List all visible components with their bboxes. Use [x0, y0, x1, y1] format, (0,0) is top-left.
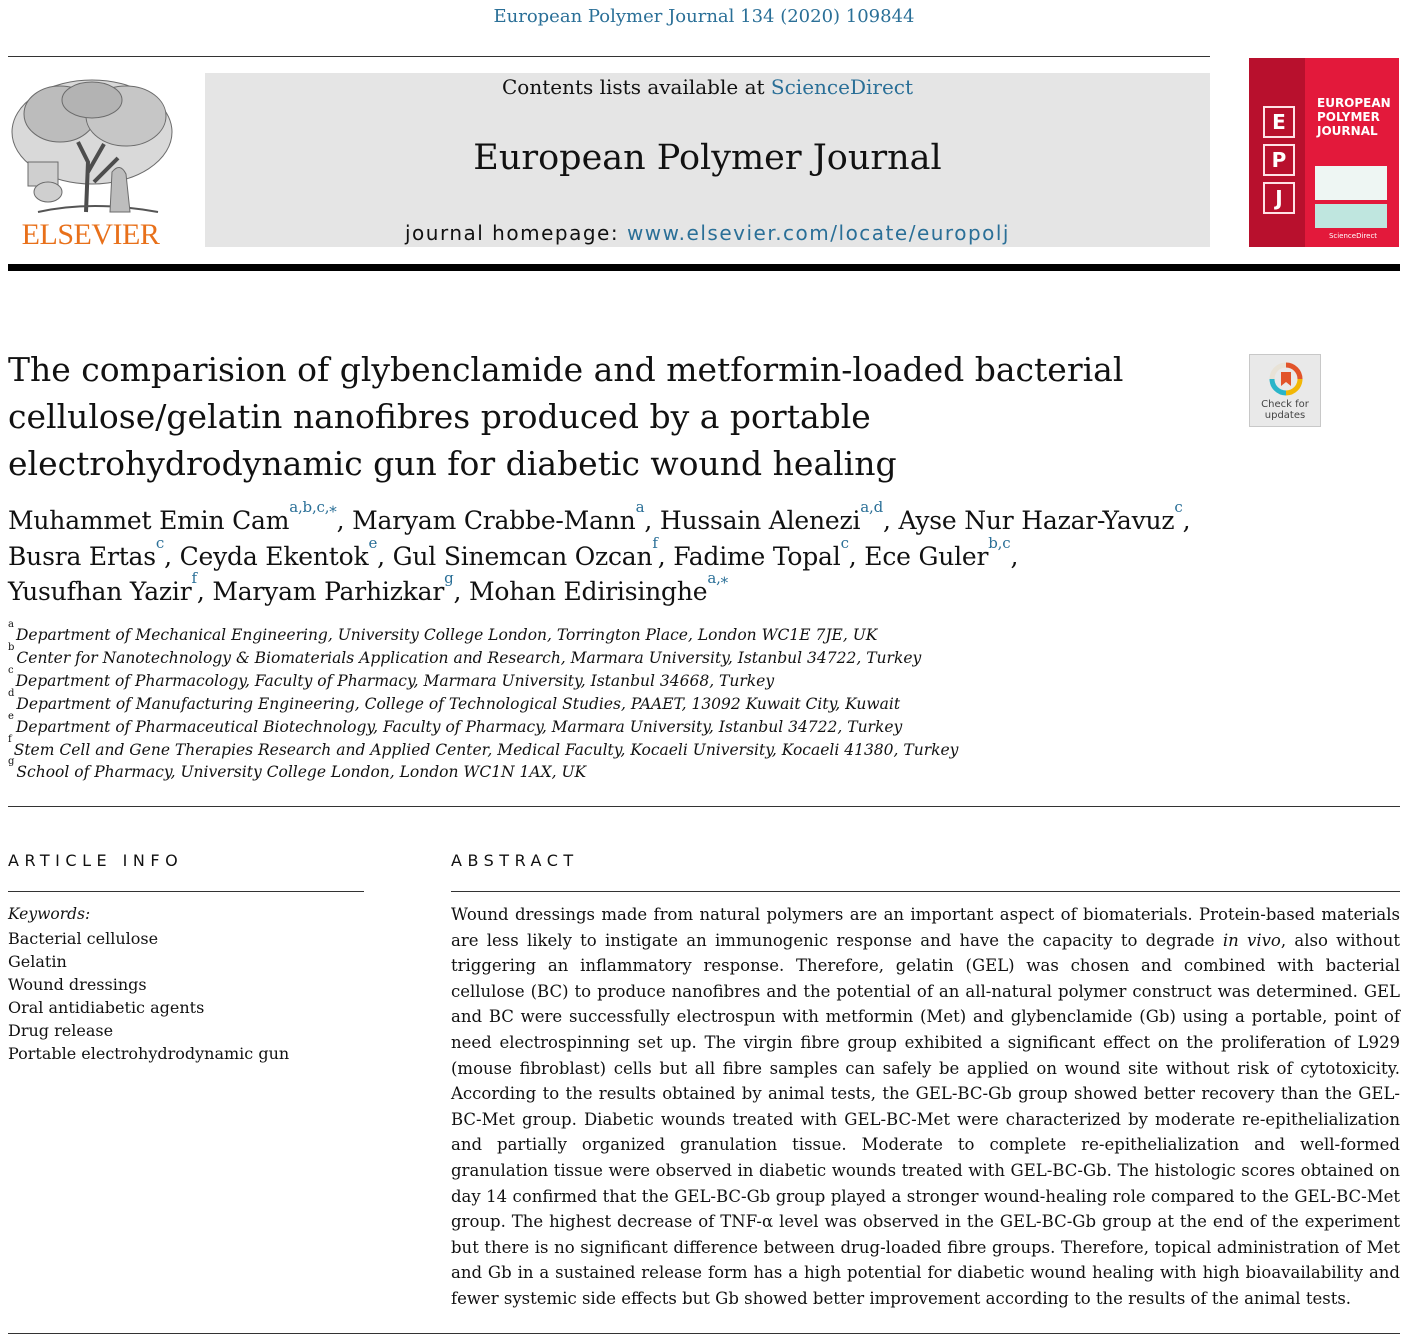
- author[interactable]: [469, 569, 728, 606]
- check-for-updates-badge[interactable]: [1249, 354, 1321, 427]
- cover-title-line: JOURNAL: [1317, 124, 1378, 138]
- author-separator: ,: [164, 541, 180, 571]
- affiliation-text: Department of Pharmacology, Faculty of Pharmacy, Marmara University, Istanbul 34668, Turkey: [15, 671, 775, 690]
- author[interactable]: [392, 533, 658, 571]
- keyword-item: Bacterial cellulose: [8, 929, 159, 948]
- author-name: Muhammet Emin Cam: [8, 506, 290, 535]
- affiliation-text: Department of Manufacturing Engineering, College of Technological Studies, PAAET, 13092 Kuwait City, Kuwait: [16, 694, 901, 713]
- cover-footer: ScienceDirect: [1328, 232, 1378, 240]
- affiliation-label: b: [8, 641, 15, 653]
- author-separator: ,: [848, 541, 865, 571]
- author-affiliation-marker[interactable]: c: [155, 533, 165, 552]
- affiliation-item: [8, 619, 1208, 647]
- author-name: Hussain Alenezi: [659, 506, 861, 535]
- author-separator: ,: [1010, 541, 1019, 571]
- cover-title-line: EUROPEAN: [1317, 96, 1391, 110]
- affiliation-text: Department of Pharmaceutical Biotechnology, Faculty of Pharmacy, Marmara University, Istanbul 34722, Turkey: [15, 717, 903, 736]
- author[interactable]: [8, 498, 337, 535]
- keyword-item: Portable electrohydrodynamic gun: [8, 1044, 290, 1063]
- header-bottom-rule: [8, 264, 1400, 271]
- affiliation-text: Stem Cell and Gene Therapies Research and Applied Center, Medical Faculty, Kocaeli University, Kocaeli 41380, Turkey: [13, 740, 959, 759]
- abstract-heading: ABSTRACT: [451, 851, 579, 870]
- homepage-prefix: journal homepage:: [405, 221, 627, 245]
- author-name: Maryam Crabbe-Mann: [352, 506, 636, 535]
- homepage-link[interactable]: www.elsevier.com/locate/europolj: [626, 221, 1010, 245]
- page-bottom-rule: [8, 1333, 1400, 1334]
- affiliation-item: [8, 756, 1208, 784]
- author[interactable]: [898, 498, 1183, 535]
- cover-figure-image: [1315, 166, 1387, 200]
- check-updates-icon: [1268, 361, 1304, 397]
- journal-cover[interactable]: [1249, 58, 1399, 247]
- article-info-rule: [8, 891, 364, 892]
- sciencedirect-link[interactable]: ScienceDirect: [770, 75, 914, 99]
- author-separator: ,: [377, 541, 393, 571]
- author-name: Maryam Parhizkar: [212, 577, 445, 606]
- author-name: Mohan Edirisinghe: [469, 577, 708, 606]
- header-top-rule: [8, 56, 1210, 57]
- cover-title-line: POLYMER: [1317, 110, 1380, 124]
- affiliation-list: [8, 619, 1208, 784]
- author-affiliation-marker[interactable]: c: [840, 533, 849, 552]
- affiliation-label: a: [8, 619, 14, 630]
- contents-line: [205, 75, 1210, 99]
- check-updates-label: [1250, 399, 1320, 421]
- affiliation-item: [8, 733, 1208, 762]
- affiliation-text: School of Pharmacy, University College London, London WC1N 1AX, UK: [16, 763, 587, 782]
- article-title: The comparision of glybenclamide and metformin-loaded bacterial cellulose/gelatin nanofibres produced by a portable electrohydrodynamic gun for diabetic wound healing: [8, 350, 1124, 483]
- affiliation-label: d: [8, 687, 15, 699]
- author-affiliation-marker[interactable]: f: [652, 533, 658, 552]
- author-affiliation-marker[interactable]: a: [635, 498, 645, 516]
- cover-letter-j: J: [1263, 182, 1295, 214]
- author[interactable]: [8, 533, 165, 571]
- affiliation-label: c: [8, 664, 14, 676]
- cover-figure-image: [1315, 204, 1387, 228]
- affiliation-item: [8, 664, 1208, 693]
- author-name: Gul Sinemcan Ozcan: [392, 541, 653, 571]
- affiliation-item: [8, 710, 1208, 739]
- author[interactable]: [179, 533, 378, 571]
- journal-citation[interactable]: European Polymer Journal 134 (2020) 109844: [493, 6, 915, 27]
- abstract-text: [451, 902, 1400, 1312]
- abstract-rule: [451, 891, 1400, 892]
- author-affiliation-marker[interactable]: a,d: [860, 498, 883, 516]
- author-separator: ,: [882, 506, 899, 535]
- abstract-italic-term: in vivo: [1222, 930, 1281, 950]
- author[interactable]: [8, 569, 197, 606]
- author-affiliation-marker[interactable]: g: [444, 569, 454, 587]
- author-affiliation-marker[interactable]: a,b,c,⁎: [289, 498, 337, 516]
- journal-masthead: [205, 73, 1210, 247]
- author-name: Yusufhan Yazir: [8, 577, 192, 606]
- author-name: Busra Ertas: [8, 541, 156, 571]
- author[interactable]: [659, 498, 883, 535]
- author-separator: ,: [196, 577, 213, 606]
- publisher-name: ELSEVIER: [21, 218, 160, 251]
- keyword-item: Gelatin: [8, 952, 67, 971]
- cover-letter-e: E: [1263, 106, 1295, 138]
- abstract-text-part: Wound dressings made from natural polymers are an important aspect of biomaterials. Protein-based materials are less likely to instigate an immunogenic response and have the capacity to degrade: [451, 905, 1400, 950]
- contents-prefix: Contents lists available at: [501, 75, 771, 99]
- keyword-item: Oral antidiabetic agents: [8, 998, 205, 1017]
- author[interactable]: [864, 533, 1011, 571]
- affiliation-item: [8, 687, 1208, 716]
- affiliation-text: Department of Mechanical Engineering, University College London, Torrington Place, London WC1E 7JE, UK: [15, 626, 878, 644]
- keyword-item: Wound dressings: [8, 975, 147, 994]
- author[interactable]: [212, 569, 454, 606]
- article-info-heading: ARTICLE INFO: [8, 851, 184, 870]
- author-name: Ayse Nur Hazar-Yavuz: [898, 506, 1175, 535]
- author[interactable]: [673, 533, 849, 571]
- abstract-text-part: , also without triggering an inflammatory response. Therefore, gelatin (GEL) was chosen and combined with bacterial cellulose (BC) to produce nanofibres and the potential of an all-natural polymer construct was determined. GEL and BC were successfully electrospun with metformin (Met) and glybenclamide (Gb) using a portable, point of need electrospinning set up. The virgin fibre group exhibited a significant effect on the proliferation of L929 (mouse fibroblast) cells but all fibre samples can safely be applied on wound site without risk of cytotoxicity. According to the results obtained by animal tests, the GEL-BC-Gb group showed better recovery than the GEL-BC-Met group. Diabetic wounds treated with GEL-BC-Met were characterized by moderate re-epithelialization and partially organized granulation tissue. Moderate to complete re-epithelialization and well-formed granulation tissue were observed in diabetic wounds treated with GEL-BC-Gb. The histologic scores obtained on day 14 confirmed that the GEL-BC-Gb group played a stronger wound-healing role compared to the GEL-BC-Met group. The highest decrease of TNF-α level was observed in the GEL-BC-Gb group at the end of the experiment but there is no significant difference between drug-loaded fibre groups. Therefore, topical administration of Met and Gb in a sustained release form has a high potential for diabetic wound healing with high bioavailability and fewer systemic side effects but Gb showed better improvement according to the results of the animal tests.: [451, 930, 1400, 1308]
- author-list: [8, 498, 1248, 610]
- author-separator: ,: [336, 506, 353, 535]
- author-affiliation-marker[interactable]: c: [1174, 498, 1183, 516]
- affiliation-text: Center for Nanotechnology & Biomaterials Application and Research, Marmara University, Istanbul 34722, Turkey: [16, 648, 922, 667]
- journal-title: European Polymer Journal: [473, 138, 942, 178]
- author-name: Fadime Topal: [673, 541, 841, 571]
- author-separator: ,: [657, 541, 674, 571]
- homepage-line: [205, 221, 1210, 245]
- author-affiliation-marker[interactable]: b,c: [988, 533, 1011, 552]
- author-name: Ceyda Ekentok: [179, 541, 369, 571]
- author-separator: ,: [1182, 506, 1191, 535]
- author-affiliation-marker[interactable]: e: [368, 533, 378, 552]
- affiliation-label: e: [8, 710, 14, 722]
- affiliation-label: g: [8, 756, 15, 768]
- affiliation-label: f: [8, 733, 12, 745]
- cover-letter-p: P: [1263, 144, 1295, 176]
- author-separator: ,: [453, 577, 469, 606]
- author-affiliation-marker[interactable]: f: [191, 569, 197, 587]
- keywords-label: Keywords:: [8, 905, 91, 923]
- check-updates-line: updates: [1264, 410, 1306, 421]
- keyword-item: Drug release: [8, 1021, 114, 1040]
- affiliations-bottom-rule: [8, 806, 1400, 807]
- author-separator: ,: [644, 506, 660, 535]
- keyword-list: [8, 927, 289, 1065]
- affiliation-item: [8, 641, 1208, 670]
- cover-title: [1317, 96, 1397, 138]
- author-name: Ece Guler: [864, 541, 989, 571]
- check-updates-line: Check for: [1261, 399, 1309, 410]
- author[interactable]: [352, 498, 645, 535]
- author-affiliation-marker[interactable]: a,⁎: [707, 569, 728, 587]
